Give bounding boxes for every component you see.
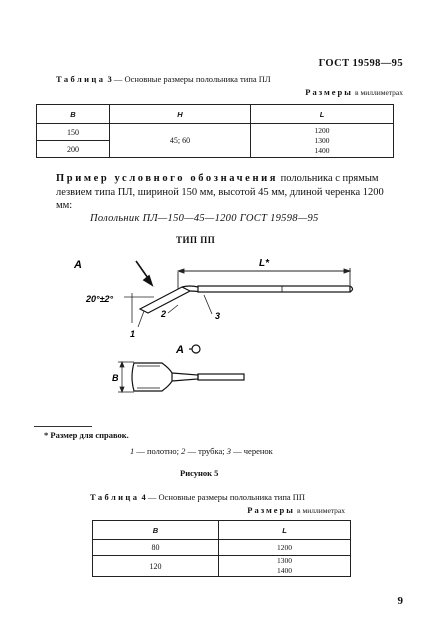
table-3-l-value: 1300 <box>314 135 330 145</box>
figure-caption: Рисунок 5 <box>180 468 219 478</box>
table-3 <box>36 104 394 158</box>
table-4-caption <box>90 492 305 502</box>
callout-3-number: 3 <box>215 311 221 321</box>
tube-upper <box>182 286 198 287</box>
view-arrow-head <box>144 276 152 285</box>
table-4-header-row <box>93 521 351 540</box>
table-row <box>93 556 351 577</box>
table-4-l-value: 1400 <box>277 566 292 575</box>
table-3-cell-l <box>251 124 394 158</box>
weeder-top-view <box>132 363 244 391</box>
callout-2-leader <box>168 305 178 313</box>
page-number: 9 <box>397 595 403 607</box>
legend-1-text: — полотно; <box>136 446 179 456</box>
arrowhead <box>344 269 350 273</box>
table-row <box>37 124 394 141</box>
figure-type-label: ТИП ПП <box>176 235 216 245</box>
table-4-l-value: 1300 <box>277 556 292 565</box>
table-4-l-value: 1200 <box>277 542 292 552</box>
blade-top-detail <box>137 366 160 388</box>
tube-top-outline <box>172 373 198 381</box>
callout-1-leader <box>138 311 144 327</box>
legend-3-number: 3 <box>226 446 232 456</box>
table-4-title: — Основные размеры полольника типа ПП <box>147 492 306 502</box>
table-4-units <box>247 505 345 515</box>
arrowhead <box>178 269 184 273</box>
designation-example-text: полольника с прямым лезвием типа ПЛ, шириной 150 мм, высотой 45 мм, длиной черенка 1200 мм: <box>56 173 384 211</box>
table-4-units-value: в миллиметрах <box>297 506 345 515</box>
legend-2-text: — трубка; <box>187 446 225 456</box>
figure-legend <box>130 446 273 456</box>
table-4-cell-b: 80 <box>93 540 219 556</box>
table-3-col-l: L <box>251 105 394 124</box>
table-3-caption <box>56 74 271 84</box>
designation-example-formula: Полольник ПЛ—150—45—1200 ГОСТ 19598—95 <box>90 213 319 224</box>
table-3-col-b: В <box>37 105 110 124</box>
weeder-side-view <box>140 286 353 313</box>
view-a-circle <box>192 345 200 353</box>
handle-outline <box>198 286 350 292</box>
legend-2-number: 2 <box>181 446 186 456</box>
arrowhead <box>120 362 124 367</box>
table-3-units-label: Размеры <box>305 87 353 97</box>
table-4-number: 4 <box>141 492 146 502</box>
table-4-col-b: В <box>93 521 219 540</box>
callout-3-leader <box>204 295 212 314</box>
table-3-number: 3 <box>107 74 112 84</box>
footnote: * Размер для справок. <box>44 430 129 440</box>
angle-label: 20°±2° <box>86 294 114 304</box>
table-3-cell-b: 150 <box>37 124 110 141</box>
document-standard-header: ГОСТ 19598—95 <box>318 58 403 69</box>
table-4-cell-b: 120 <box>93 556 219 577</box>
table-3-units-value: в миллиметрах <box>355 88 403 97</box>
table-3-cell-b: 200 <box>37 141 110 158</box>
table-4 <box>92 520 351 577</box>
table-4-label: Таблица <box>90 492 140 502</box>
legend-3-text: — черенок <box>233 446 273 456</box>
view-arrow-label: А <box>74 259 82 271</box>
arrowhead <box>120 387 124 392</box>
table-3-label: Таблица <box>56 74 106 84</box>
handle-top-outline <box>198 374 244 380</box>
view-a-label: А <box>176 344 184 356</box>
callout-2-number: 2 <box>161 309 167 319</box>
table-3-title: — Основные размеры полольника типа ПЛ <box>113 74 271 84</box>
table-4-cell-l <box>219 540 351 556</box>
legend-1-number: 1 <box>130 446 135 456</box>
designation-example-lead: Пример условного обозначения <box>56 173 279 184</box>
table-3-units <box>305 87 403 97</box>
table-4-col-l: L <box>219 521 351 540</box>
footnote-divider <box>34 426 92 427</box>
table-3-col-h: Н <box>110 105 251 124</box>
blade-top-outline <box>132 363 172 391</box>
table-3-cell-h: 45; 60 <box>110 124 251 158</box>
length-label: L* <box>259 258 269 269</box>
callout-1-number: 1 <box>130 329 136 339</box>
view-arrow <box>136 261 152 285</box>
table-3-l-value: 1400 <box>314 145 330 155</box>
table-row <box>93 540 351 556</box>
width-label: В <box>112 373 119 383</box>
table-4-cell-l <box>219 556 351 577</box>
view-a-marker <box>189 345 200 353</box>
weeder-drawing <box>72 245 362 413</box>
designation-example-paragraph <box>56 172 401 213</box>
table-4-units-label: Размеры <box>247 505 295 515</box>
table-3-header-row <box>37 105 394 124</box>
table-3-l-value: 1200 <box>314 125 330 135</box>
